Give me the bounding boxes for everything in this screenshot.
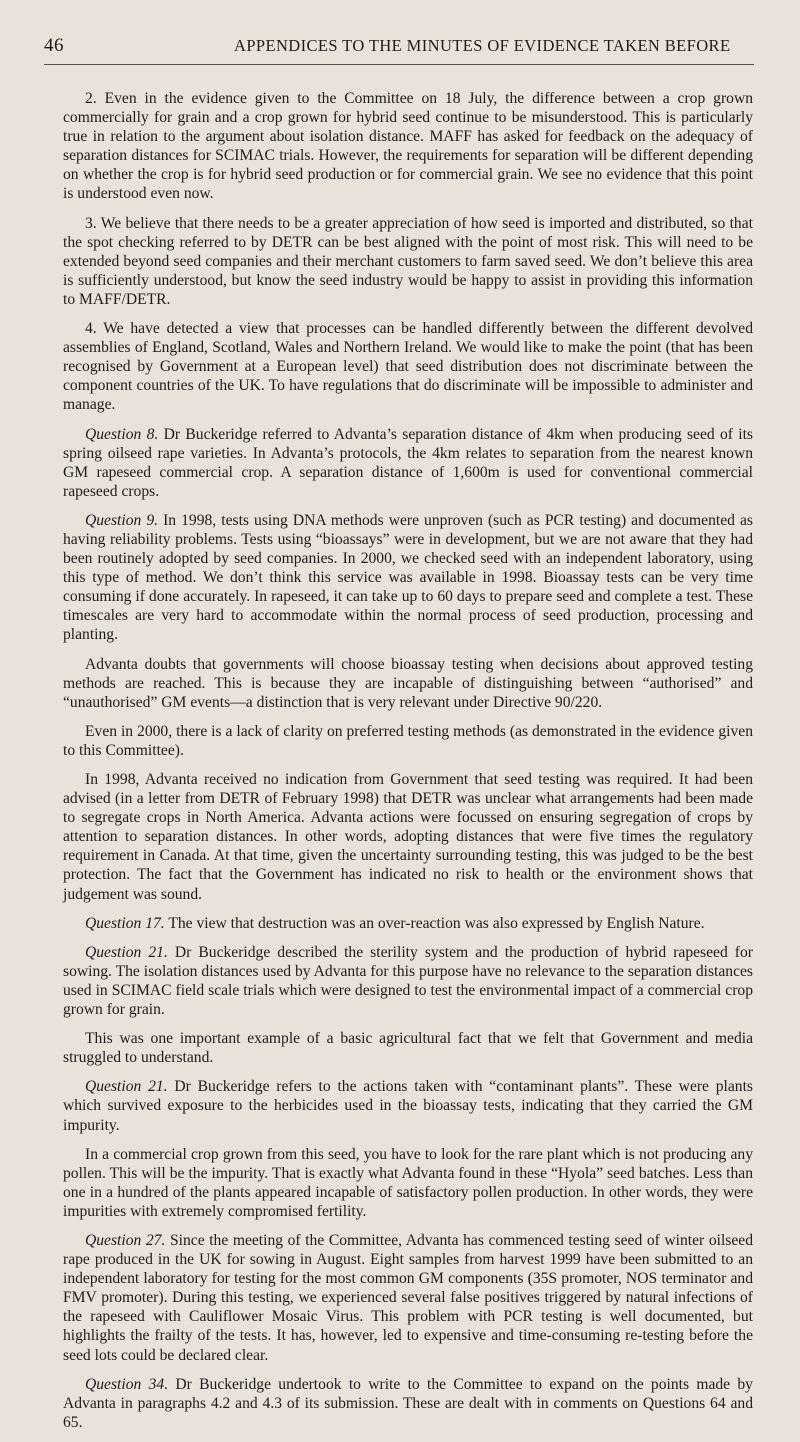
paragraph [63,914,753,933]
paragraph-text: In 1998, Advanta received no indication from Government that seed testing was required. It had been advised (in a letter from DETR of February 1998) that DETR was unclear what arrangements had been made to segregate crops in North America. Advanta actions were focussed on ensuring segregation of crops by attention to separation distances. In other words, adopting distances that were five times the regulatory requirement in Canada. At that time, given the uncertainty surrounding testing, this was judged to be the best protection. The fact that the Government has indicated no risk to health or the environment shows that judgement was sound. [63,771,753,903]
paragraph [63,511,753,645]
paragraph-text: Dr Buckeridge undertook to write to the Committee to expand on the points made by Advanta in paragraphs 4.2 and 4.3 of its submission. These are dealt with in comments on Questions 64 and 65. [63,1375,753,1431]
paragraph [63,770,753,904]
paragraph-text: 3. We believe that there needs to be a greater appreciation of how seed is imported and distributed, so that the spot checking referred to by DETR can be best aligned with the point of most risk. This will need to be extended beyond seed companies and their merchant customers to farm saved seed. We don’t believe this area is sufficiently understood, but know the seed industry would be happy to assist in providing this information to MAFF/DETR. [63,214,753,308]
paragraph [63,89,753,204]
question-ref: Question 27. [85,1231,166,1249]
paragraph [63,1029,753,1067]
paragraph-text: Advanta doubts that governments will choose bioassay testing when decisions about approved testing methods are reached. This is because they are incapable of distinguishing between “authorised” and “unauthorised” GM events—a distinction that is very relevant under Directive 90/220. [63,655,753,711]
question-ref: Question 21. [85,1078,168,1096]
paragraph-text: Dr Buckeridge refers to the actions taken with “contaminant plants”. These were plants which survived exposure to the herbicides used in the bioassay tests, indicating that they carried the GM impurity. [63,1078,754,1134]
paragraph-text: 2. Even in the evidence given to the Committee on 18 July, the difference between a crop grown commercially for grain and a crop grown for hybrid seed continue to be misunderstood. This is particularly true in relation to the argument about isolation distance. MAFF has asked for feedback on the adequacy of separation distances for SCIMAC trials. However, the requirements for separation will be different depending on whether the crop is for hybrid seed production or for commercial grain. We see no evidence that this point is understood even now. [63,90,753,203]
paragraph-text: Even in 2000, there is a lack of clarity on preferred testing methods (as demonstrated in the evidence given to this Committee). [63,722,753,759]
paragraph [63,655,753,712]
running-head [44,35,738,59]
page-number: 46 [44,35,64,56]
question-ref: Question 9. [85,511,159,529]
paragraph-text: This was one important example of a basic agricultural fact that we felt that Government and media struggled to understand. [63,1030,753,1067]
running-head-title: APPENDICES TO THE MINUTES OF EVIDENCE TAKEN BEFORE [234,36,731,55]
paragraph-text: 4. We have detected a view that processes can be handled differently between the different devolved assemblies of England, Scotland, Wales and Northern Ireland. We would like to make the point (that has been recognised by Government at a European level) that seed distribution does not discriminate between the component countries of the UK. To have regulations that do discriminate will be impossible to administer and manage. [63,320,753,414]
paragraph [63,1231,753,1365]
paragraph-text: Dr Buckeridge described the sterility system and the production of hybrid rapeseed for sowing. The isolation distances used by Advanta for this purpose have no relevance to the separation distances used in SCIMAC field scale trials which were designed to test the environmental impact of a commercial crop grown for grain. [63,943,753,1019]
question-ref: Question 8. [85,425,159,443]
header-rule [44,64,754,65]
paragraph-text: The view that destruction was an over-reaction was also expressed by English Nature. [164,914,705,932]
body-text [63,89,753,1442]
paragraph [63,1375,753,1432]
paragraph [63,425,753,501]
paragraph [63,214,753,309]
paragraph [63,319,753,414]
paragraph-text: In 1998, tests using DNA methods were unproven (such as PCR testing) and documented as having reliability problems. Tests using “bioassays” were in development, but we are not aware that they had been routinely adopted by seed companies. In 2000, we checked seed with an independent laboratory, using this type of method. We don’t think this service was available in 1998. Bioassay tests can be very time consuming if done accurately. In rapeseed, it can take up to 60 days to prepare seed and complete a test. These timescales are very hard to accommodate within the normal process of seed production, processing and planting. [63,511,753,644]
question-ref: Question 17. [85,914,165,932]
paragraph [63,722,753,760]
question-ref: Question 34. [85,1375,169,1393]
question-ref: Question 21. [85,943,168,961]
paragraph [63,943,753,1019]
paragraph [63,1145,753,1221]
paragraph-text: Dr Buckeridge referred to Advanta’s separation distance of 4km when producing seed of its spring oilseed rape varieties. In Advanta’s protocols, the 4km relates to separation from the nearest known GM rapeseed commercial crop. A separation distance of 1,600m is used for conventional commercial rapeseed crops. [63,425,753,500]
paragraph-text: In a commercial crop grown from this seed, you have to look for the rare plant which is not producing any pollen. This will be the impurity. That is exactly what Advanta found in these “Hyola” seed batches. Less than one in a hundred of the plants appeared incapable of satisfactory pollen production. In other words, they were impurities with extremely compromised fertility. [63,1145,753,1220]
paragraph [63,1077,753,1134]
paragraph-text: Since the meeting of the Committee, Advanta has commenced testing seed of winter oilseed rape produced in the UK for sowing in August. Eight samples from harvest 1999 have been submitted to an independent laboratory for testing for the most common GM components (35S promoter, NOS terminator and FMV promoter). During this testing, we experienced several false positives triggered by natural infections of the rapeseed with Cauliflower Mosaic Virus. This problem with PCR testing is well documented, but highlights the frailty of the tests. It has, however, led to expensive and time-consuming re-testing before the seed lots could be declared clear. [63,1231,753,1364]
